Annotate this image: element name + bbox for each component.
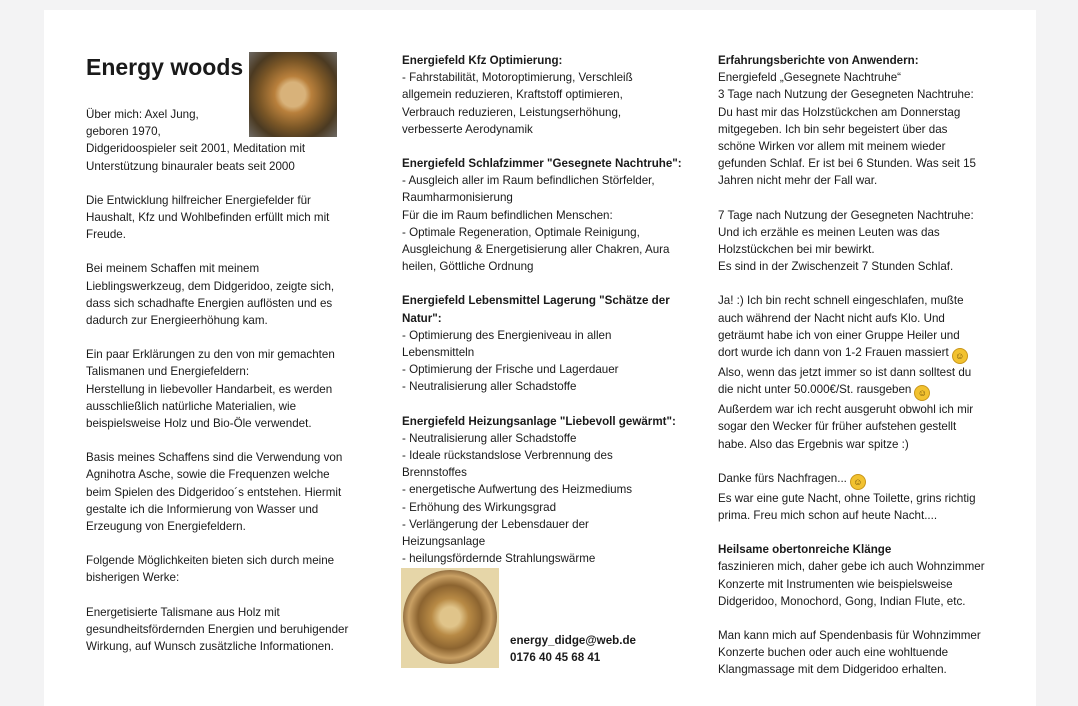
column-about	[86, 106, 361, 672]
text-line: Didgeridoospieler seit 2001, Meditation mit	[86, 142, 306, 156]
text-line: Energetisierte Talismane aus Holz mit	[86, 605, 280, 619]
text-line: Konzerte buchen oder auch eine wohltuende	[718, 646, 949, 660]
klaenge-section	[718, 541, 998, 610]
text-line: Freude.	[86, 228, 126, 242]
text-line: Brennstoffes	[402, 466, 467, 480]
page-title: Energy woods	[86, 54, 244, 80]
text-line: Jahren nicht mehr der Fall war.	[718, 174, 878, 188]
text-line: Ein paar Erklärungen zu den von mir gemachten	[86, 348, 335, 362]
testimonial-1	[718, 52, 998, 190]
flyer-page	[44, 10, 1036, 706]
text-line: Es sind in der Zwischenzeit 7 Stunden Schlaf.	[718, 260, 954, 274]
text-line: - Erhöhung des Wirkungsgrad	[402, 500, 557, 514]
text-line: dass sich schadhafte Energien auflösten und es	[86, 296, 333, 310]
text-line: heilen, Göttliche Ordnung	[402, 260, 534, 274]
text-line: Wirkung, auf Wunsch zusätzliche Informationen.	[86, 640, 334, 654]
text-line: prima. Freu mich schon auf heute Nacht....	[718, 509, 938, 523]
text-line: geträumt habe ich von einer Gruppe Heiler und	[718, 328, 960, 342]
section-heading: Erfahrungsberichte von Anwendern:	[718, 54, 919, 67]
text-line: beim Spielen des Didgeridoo´s entstehen. Hiermit	[86, 485, 342, 499]
text-line: allgemein reduzieren, Kraftstoff optimieren,	[402, 88, 623, 102]
wood-disc	[403, 570, 497, 664]
text-line: - Ideale rückstandslose Verbrennung des	[402, 449, 613, 463]
text-line: Holzstückchen bei mir bewirkt.	[718, 243, 875, 257]
text-line: - heilungsfördernde Strahlungswärme	[402, 552, 596, 566]
text-line: Talismanen und Energiefeldern:	[86, 365, 250, 379]
text-line: - Optimierung der Frische und Lagerdauer	[402, 363, 619, 377]
text-line: gestalte ich die Informierung von Wasser und	[86, 502, 319, 516]
text-line: Ausgleichung & Energetisierung aller Chakren, Aura	[402, 243, 670, 257]
section-heading: Energiefeld Kfz Optimierung:	[402, 54, 563, 67]
text-line: Basis meines Schaffens sind die Verwendung von	[86, 451, 343, 465]
text-line: dadurch zur Energieerhöhung kam.	[86, 314, 268, 328]
text-line: Unterstützung binauraler beats seit 2000	[86, 159, 295, 173]
booking-section	[718, 627, 998, 679]
text-fragment: die nicht unter 50.000€/St. rausgeben	[718, 383, 912, 397]
section-heizung	[402, 413, 687, 568]
text-line: habe. Also das Ergebnis war spitze :)	[718, 437, 909, 451]
smiley-icon: ☺	[850, 474, 866, 490]
text-line: - Fahrstabilität, Motoroptimierung, Verschleiß	[402, 71, 633, 85]
text-line: Die Entwicklung hilfreicher Energiefelder für	[86, 193, 311, 207]
text-line: Klangmassage mit dem Didgeridoo erhalten.	[718, 663, 947, 677]
paragraph	[86, 192, 361, 244]
text-line: sogar den Wecker für früher aufstehen gestellt	[718, 420, 957, 434]
column-testimonials	[718, 52, 998, 679]
text-line: faszinieren mich, daher gebe ich auch Wohnzimmer	[718, 560, 985, 574]
text-line: verbesserte Aerodynamik	[402, 122, 533, 136]
section-heading: Energiefeld Heizungsanlage "Liebevoll gewärmt":	[402, 414, 676, 428]
paragraph	[86, 346, 361, 432]
text-line	[718, 470, 998, 490]
text-line: Didgeridoo, Monochord, Gong, Indian Flute, etc.	[718, 594, 966, 608]
text-line: geboren 1970,	[86, 125, 161, 139]
text-line: Und ich erzähle es meinen Leuten was das	[718, 225, 940, 239]
text-line: Lieblingswerkzeug, dem Didgeridoo, zeigte sich,	[86, 279, 335, 293]
section-heading: Heilsame obertonreiche Klänge	[718, 543, 892, 557]
paragraph	[86, 449, 361, 535]
wood-talisman-photo	[401, 568, 499, 668]
paragraph	[86, 604, 361, 656]
column-energy-fields	[402, 52, 687, 567]
text-line: Konzerte mit Instrumenten wie beispielsweise	[718, 577, 953, 591]
contact-block	[510, 632, 636, 666]
text-line: Heizungsanlage	[402, 535, 486, 549]
text-line: 3 Tage nach Nutzung der Gesegneten Nachtruhe:	[718, 88, 974, 102]
text-line: Agnihotra Asche, sowie die Frequenzen welche	[86, 468, 330, 482]
text-line: Außerdem war ich recht ausgeruht obwohl ich mir	[718, 403, 974, 417]
text-line: Bei meinem Schaffen mit meinem	[86, 262, 260, 276]
section-heading: Energiefeld Schlafzimmer "Gesegnete Nachtruhe":	[402, 157, 682, 171]
section-kfz	[402, 52, 687, 138]
text-line: Verbrauch reduzieren, Leistungserhöhung,	[402, 105, 622, 119]
text-line: Folgende Möglichkeiten bieten sich durch meine	[86, 554, 335, 568]
text-line: gesundheitsfördernden Energien und beruhigender	[86, 622, 349, 636]
text-line: beispielsweise Holz und Bio-Öle verwendet.	[86, 417, 312, 431]
testimonial-3	[718, 292, 998, 452]
text-line	[718, 344, 998, 364]
text-line: gefunden Schlaf. Er ist bei 6 Stunden. Was seit 15	[718, 157, 977, 171]
text-fragment: dort wurde ich dann von 1-2 Frauen massiert	[718, 346, 949, 360]
text-line: schöne Wirken vor allem mit meinem wieder	[718, 140, 946, 154]
text-line: Du hast mir das Holzstückchen am Donnerstag	[718, 105, 961, 119]
text-line: - Ausgleich aller im Raum befindlichen Störfelder,	[402, 174, 655, 188]
text-line: Man kann mich auf Spendenbasis für Wohnzimmer	[718, 629, 981, 643]
text-line: bisherigen Werke:	[86, 571, 180, 585]
text-line: auch während der Nacht nicht aufs Klo. Und	[718, 311, 945, 325]
text-line: Herstellung in liebevoller Handarbeit, es werden	[86, 382, 333, 396]
text-line: 7 Tage nach Nutzung der Gesegneten Nachtruhe:	[718, 208, 974, 222]
section-heading: Energiefeld Lebensmittel Lagerung "Schätze der	[402, 294, 670, 308]
text-line: ausschließlich natürliche Materialien, wie	[86, 399, 297, 413]
text-line: - Optimale Regeneration, Optimale Reinigung,	[402, 225, 640, 239]
text-line: Raumharmonisierung	[402, 191, 513, 205]
text-line: Also, wenn das jetzt immer so ist dann solltest du	[718, 366, 972, 380]
text-line: Energiefeld „Gesegnete Nachtruhe“	[718, 71, 902, 85]
text-line	[718, 381, 998, 401]
text-line: Lebensmitteln	[402, 346, 475, 360]
section-lebensmittel	[402, 292, 687, 395]
text-line: - Neutralisierung aller Schadstoffe	[402, 431, 577, 445]
phone-number: 0176 40 45 68 41	[510, 651, 601, 665]
section-schlafzimmer	[402, 155, 687, 275]
email-address[interactable]: energy_didge@web.de	[510, 634, 636, 647]
text-fragment: Danke fürs Nachfragen...	[718, 471, 847, 485]
smiley-icon: ☺	[914, 385, 930, 401]
text-line: Haushalt, Kfz und Wohlbefinden erfüllt mich mit	[86, 211, 330, 225]
section-heading: Natur":	[402, 311, 442, 325]
testimonial-2	[718, 207, 998, 276]
text-line: Ja! :) Ich bin recht schnell eingeschlafen, mußte	[718, 294, 964, 308]
text-line: Für die im Raum befindlichen Menschen:	[402, 208, 613, 222]
paragraph	[86, 260, 361, 329]
smiley-icon: ☺	[952, 348, 968, 364]
text-line: - Optimierung des Energieniveau in allen	[402, 328, 612, 342]
testimonial-4	[718, 470, 998, 524]
text-line: - Verlängerung der Lebensdauer der	[402, 517, 589, 531]
about-block	[86, 106, 361, 175]
paragraph	[86, 552, 361, 586]
text-line: Erzeugung von Energiefeldern.	[86, 520, 246, 534]
text-line: Über mich: Axel Jung,	[86, 108, 199, 121]
text-line: - Neutralisierung aller Schadstoffe	[402, 380, 577, 394]
text-line: mitgegeben. Ich bin sehr begeistert über das	[718, 122, 948, 136]
text-line: Es war eine gute Nacht, ohne Toilette, grins richtig	[718, 491, 976, 505]
text-line: - energetische Aufwertung des Heizmediums	[402, 483, 633, 497]
